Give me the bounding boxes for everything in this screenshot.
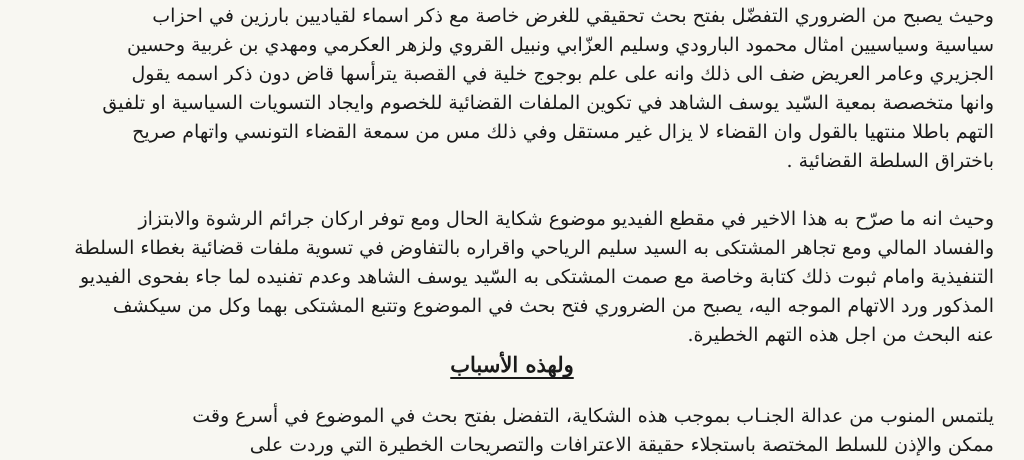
text-line: وحيث انه ما صرّح به هذا الاخير في مقطع الفيديو موضوع شكاية الحال ومع توفر اركان جرائم الرشوة والابتزاز <box>138 208 994 230</box>
text-line: التهم باطلا منتهيا بالقول وان القضاء لا يزال غير مستقل وفي ذلك مس من سمعة القضاء التونسي واتهام صريح <box>132 121 994 143</box>
paragraph-3 <box>30 402 994 460</box>
text-line: المذكور ورد الاتهام الموجه اليه، يصبح من الضروري فتح بحث في الموضوع وتتبع المشتكى بهما وكل من سيكشف <box>112 295 994 317</box>
text-line: سياسية وسياسيين امثال محمود البارودي وسليم العزّابي ونبيل القروي ولزهر العكرمي ومهدي بن غربية وحسين <box>126 34 994 56</box>
paragraph-2 <box>30 205 994 350</box>
text-line: يلتمس المنوب من عدالة الجنـاب بموجب هذه الشكاية، التفضل بفتح بحث في الموضوع في أسرع وقت <box>192 405 994 427</box>
text-line: والفساد المالي ومع تجاهر المشتكى به السيد سليم الرياحي واقراره بالتفاوض في تسوية ملفات قضائية بغطاء السلطة <box>74 237 994 259</box>
text-line: الجزيري وعامر العريض ضف الى ذلك وانه على علم بوجوج خلية في القصبة يترأسها قاض دون ذكر اسمه يقول <box>131 63 994 85</box>
text-line: التنفيذية وامام ثبوت ذلك كتابة وخاصة مع صمت المشتكى به السّيد يوسف الشاهد وعدم تفنيده لما جاء بفحوى الفيديو <box>79 266 994 288</box>
text-line: ممكن والإذن للسلط المختصة باستجلاء حقيقة الاعترافات والتصريحات الخطيرة التي وردت على <box>249 434 994 456</box>
text-line: عنه البحث من اجل هذه التهم الخطيرة. <box>687 324 994 346</box>
section-heading <box>0 352 1024 377</box>
text-line: باختراق السلطة القضائية . <box>786 150 994 172</box>
paragraph-1 <box>30 2 994 176</box>
text-line: وحيث يصبح من الضروري التفضّل بفتح بحث تحقيقي للغرض خاصة مع ذكر اسماء لقياديين بارزين في احزاب <box>152 5 994 27</box>
section-heading-text: ولهذه الأسباب <box>450 352 574 377</box>
text-line: وانها متخصصة بمعية السّيد يوسف الشاهد في تكوين الملفات القضائية للخصوم وايجاد التسويات السياسية او تلفيق <box>102 92 994 114</box>
